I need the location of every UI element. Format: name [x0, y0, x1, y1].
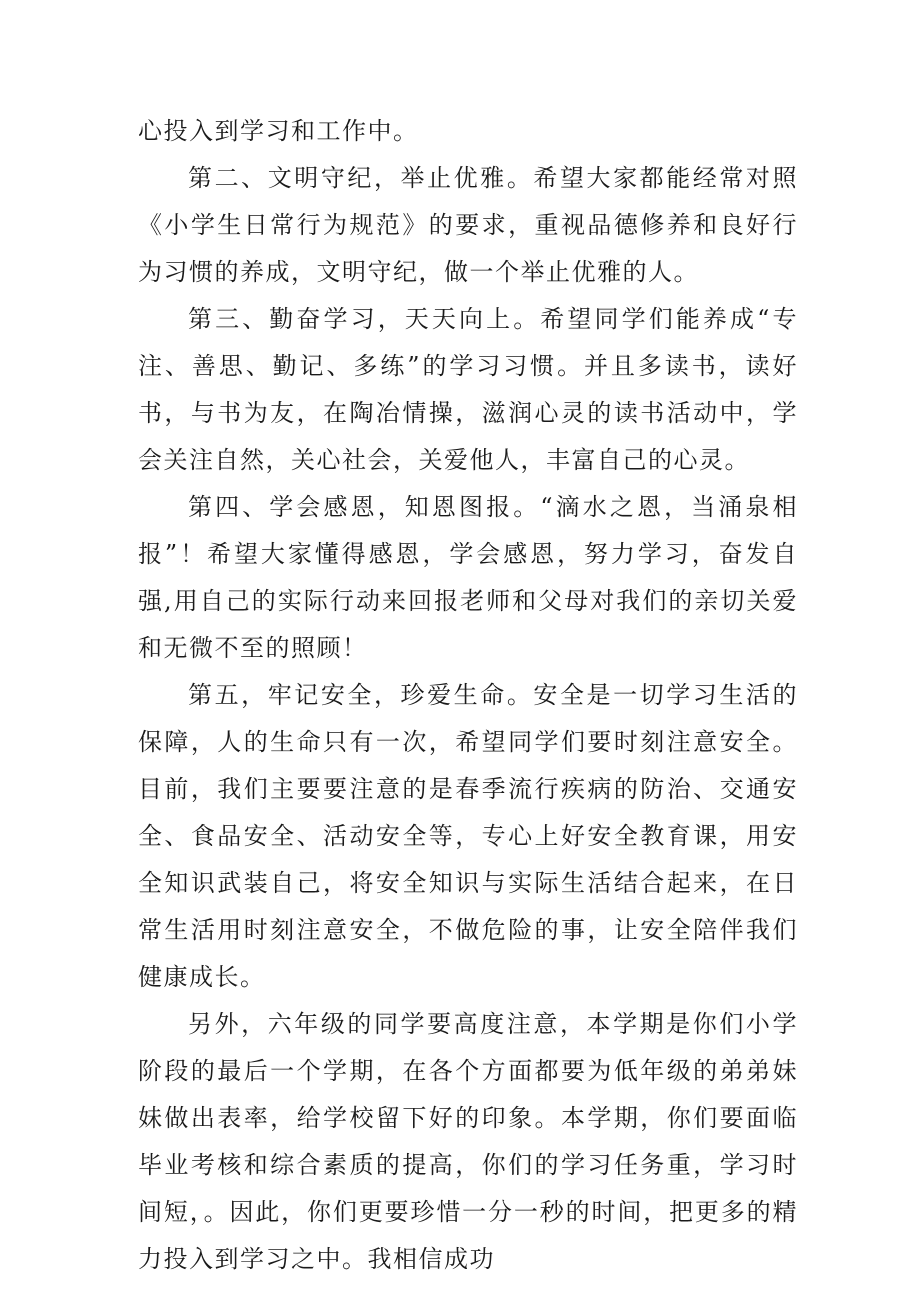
paragraph-continuation: 心投入到学习和工作中。 [138, 117, 419, 145]
paragraph-point-five: 第五，牢记安全，珍爱生命。安全是一切学习生活的保障，人的生命只有一次，希望同学们要时刻注意安全。目前，我们主要要注意的是春季流行疾病的防治、交通安全、食品安全、活动安全等，专心上好安全教育课，用安全知识武装自己，将安全知识与实际生活结合起来，在日常生活用时刻注意安全，不做危险的事，让安全陪伴我们健康成长。 [138, 681, 798, 991]
paragraph-point-two: 第二、文明守纪，举止优雅。希望大家都能经常对照《小学生日常行为规范》的要求，重视品德修养和良好行为习惯的养成，文明守纪，做一个举止优雅的人。 [138, 164, 798, 286]
paragraph-point-four: 第四、学会感恩，知恩图报。“滴水之恩，当涌泉相报”！希望大家懂得感恩，学会感恩，努力学习，奋发自强,用自己的实际行动来回报老师和父母对我们的亲切关爱和无微不至的照顾！ [138, 493, 798, 662]
paragraph-grade-six: 另外，六年级的同学要高度注意，本学期是你们小学阶段的最后一个学期，在各个方面都要为低年级的弟弟妹妹做出表率，给学校留下好的印象。本学期，你们要面临毕业考核和综合素质的提高，你们的学习任务重，学习时间短，。因此，你们更要珍惜一分一秒的时间，把更多的精力投入到学习之中。我相信成功 [138, 1010, 798, 1273]
paragraph-point-three: 第三、勤奋学习，天天向上。希望同学们能养成“专注、善思、勤记、多练”的学习习惯。并且多读书，读好书，与书为友，在陶冶情操，滋润心灵的读书活动中，学会关注自然，关心社会，关爱他人，丰富自己的心灵。 [138, 305, 798, 474]
document-body [138, 108, 798, 1283]
